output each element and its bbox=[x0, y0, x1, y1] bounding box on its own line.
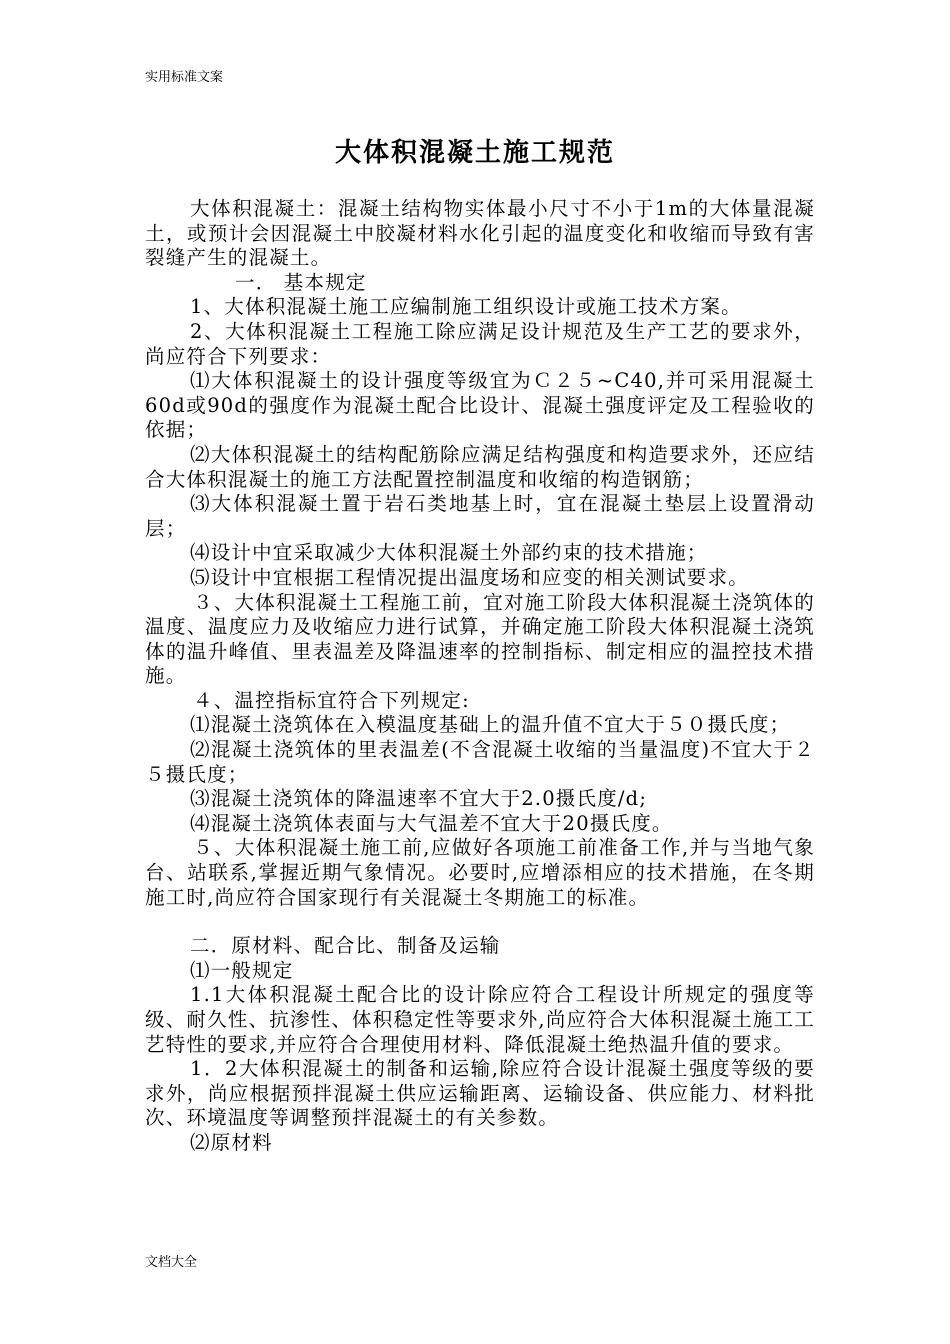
section-heading-1: 一． 基本规定 bbox=[235, 270, 367, 294]
paragraph-item: 2、大体积混凝土工程施工除应满足设计规范及生产工艺的要求外，尚应符合下列要求： bbox=[145, 319, 815, 368]
paragraph-subitem: ⑷设计中宜采取减少大体积混凝土外部约束的技术措施； bbox=[190, 541, 708, 565]
page-header: 实用标准文案 bbox=[145, 70, 224, 85]
paragraph-subitem: ⑸设计中宜根据工程情况提出温度场和应变的相关测试要求。 bbox=[190, 565, 749, 589]
section-heading-2: 二．原材料、配合比、制备及运输 bbox=[190, 934, 501, 958]
paragraph-subitem: ⑷混凝土浇筑体表面与大气温差不宜大于20摄氏度。 bbox=[190, 811, 673, 835]
paragraph-item: ３、大体积混凝土工程施工前，宜对施工阶段大体积混凝土浇筑体的温度、温度应力及收缩应力进行试算，并确定施工阶段大体积混凝土浇筑体的温升峰值、里表温差及降温速率的控制指标、制定相应的温控技术措施。 bbox=[145, 590, 815, 688]
paragraph-subitem: ⑶混凝土浇筑体的降温速率不宜大于2.0摄氏度/d; bbox=[190, 787, 648, 811]
paragraph-item: 1．2大体积混凝土的制备和运输,除应符合设计混凝土强度等级的要求外，尚应根据预拌混凝土供应运输距离、运输设备、供应能力、材料批次、环境温度等调整预拌混凝土的有关参数。 bbox=[145, 1057, 815, 1130]
paragraph-item: 1.1大体积混凝土配合比的设计除应符合工程设计所规定的强度等级、耐久性、抗渗性、体积稳定性等要求外,尚应符合大体积混凝土施工工艺特性的要求,并应符合合理使用材料、降低混凝土绝热温升值的要求。 bbox=[145, 983, 815, 1056]
document-body bbox=[145, 197, 815, 1156]
paragraph-item: ４、温控指标宜符合下列规定: bbox=[193, 688, 470, 712]
paragraph-item: ５、大体积混凝土施工前,应做好各项施工前准备工作,并与当地气象台、站联系,掌握近期气象情况。必要时,应增添相应的技术措施，在冬期施工时,尚应符合国家现行有关混凝土冬期施工的标准。 bbox=[145, 836, 815, 909]
paragraph-subheading: ⑴一般规定 bbox=[190, 958, 294, 982]
paragraph-subitem: ⑴大体积混凝土的设计强度等级宜为Ｃ２５~C40,并可采用混凝土60d或90d的强度作为混凝土配合比设计、混凝土强度评定及工程验收的依据； bbox=[145, 369, 815, 442]
page-footer: 文档大全 bbox=[145, 1255, 198, 1270]
paragraph-definition: 大体积混凝土：混凝土结构物实体最小尺寸不小于1m的大体量混凝土，或预计会因混凝土中胶凝材料水化引起的温度变化和收缩而导致有害裂缝产生的混凝土。 bbox=[145, 197, 815, 270]
paragraph-subitem: ⑶大体积混凝土置于岩石类地基上时，宜在混凝土垫层上设置滑动层； bbox=[145, 492, 815, 540]
paragraph-subitem: ⑵混凝土浇筑体的里表温差(不含混凝土收缩的当量温度)不宜大于２５摄氏度； bbox=[145, 738, 815, 786]
paragraph-subheading: ⑵原材料 bbox=[190, 1130, 273, 1154]
paragraph-subitem: ⑴混凝土浇筑体在入模温度基础上的温升值不宜大于５０摄氏度； bbox=[190, 713, 791, 737]
paragraph-item: 1、大体积混凝土施工应编制施工组织设计或施工技术方案。 bbox=[190, 295, 742, 319]
paragraph-subitem: ⑵大体积混凝土的结构配筋除应满足结构强度和构造要求外，还应结合大体积混凝土的施工方法配置控制温度和收缩的构造钢筋； bbox=[145, 442, 815, 491]
document-title: 大体积混凝土施工规范 bbox=[334, 138, 615, 168]
